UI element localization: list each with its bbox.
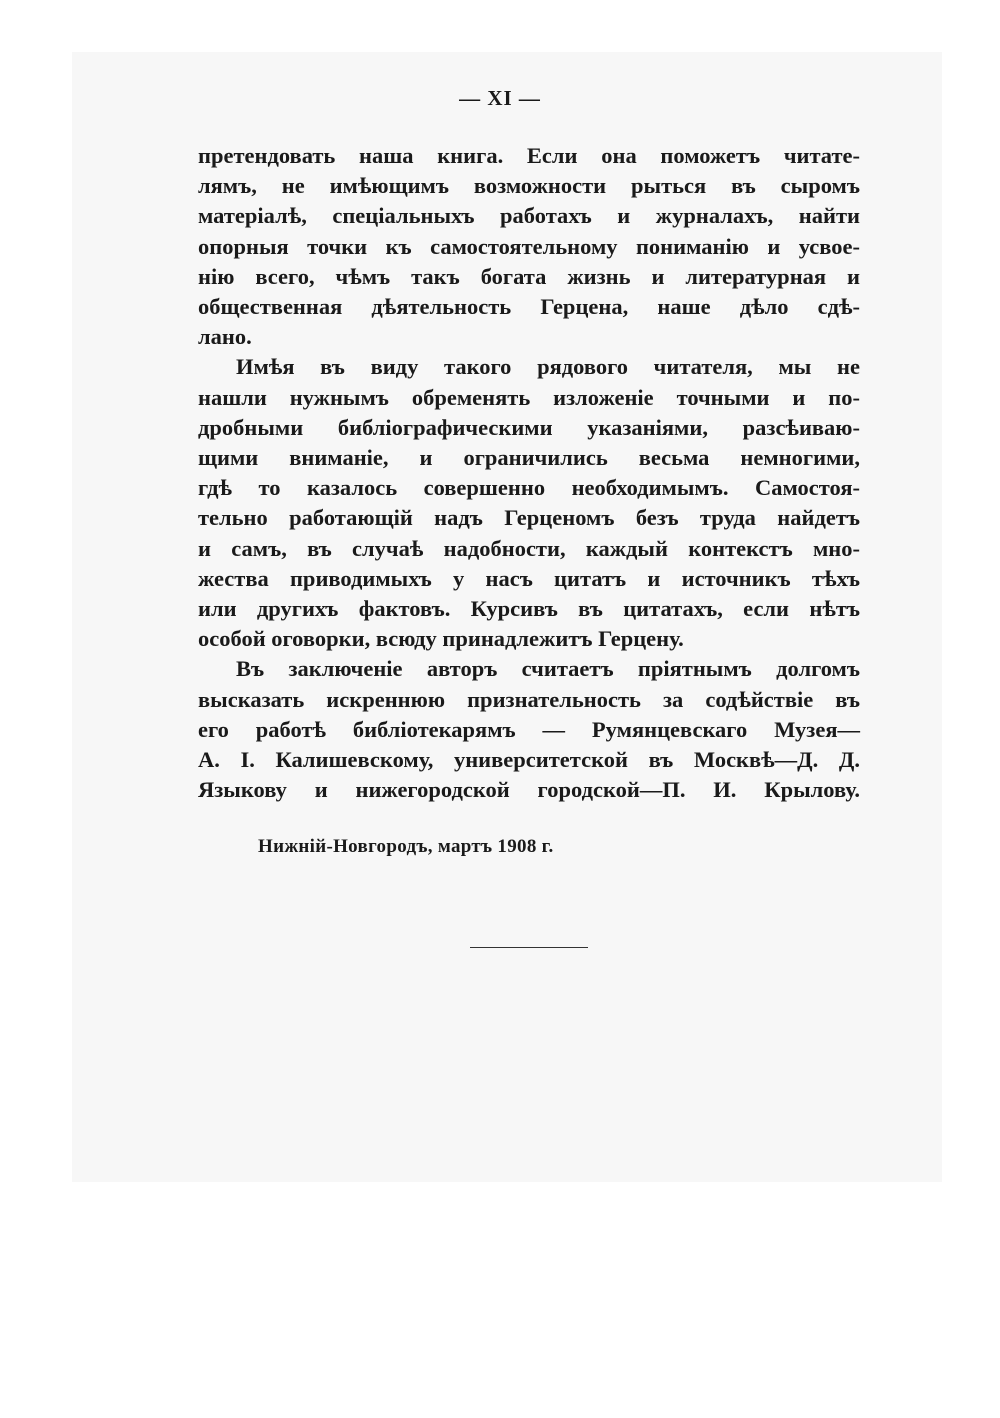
text-line: и самъ, въ случаѣ надобности, каждый контекстъ мно- xyxy=(198,535,860,561)
paragraph-1 xyxy=(198,141,860,352)
text-line: его работѣ библіотекарямъ — Румянцевскаго Музея— xyxy=(198,716,860,742)
text-line: претендовать наша книга. Если она поможетъ читате- xyxy=(198,143,860,168)
body-text xyxy=(198,141,860,805)
text-line: нію всего, чѣмъ такъ богата жизнь и литературная и xyxy=(198,263,860,289)
text-line: лано. xyxy=(198,324,252,350)
text-line: опорныя точки къ самостоятельному пониманію и усвое- xyxy=(198,233,860,259)
text-line: дробными библіографическими указаніями, разсѣиваю- xyxy=(198,414,860,440)
text-line: или другихъ фактовъ. Курсивъ въ цитатахъ, если нѣтъ xyxy=(198,596,860,622)
page-number: — XI — xyxy=(459,86,541,110)
text-line: Въ заключеніе авторъ считаетъ пріятнымъ долгомъ xyxy=(236,656,860,682)
text-line: А. І. Калишевскому, университетской въ Москвѣ—Д. Д. xyxy=(198,747,860,773)
text-line: жества приводимыхъ у насъ цитатъ и источникъ тѣхъ xyxy=(198,565,860,591)
text-line: щими вниманіе, и ограничились весьма немногими, xyxy=(198,445,860,471)
text-line: матеріалѣ, спеціальныхъ работахъ и журналахъ, найти xyxy=(198,203,860,229)
text-line: высказать искреннюю признательность за содѣйствіе въ xyxy=(198,686,860,712)
text-line: общественная дѣятельность Герцена, наше дѣло сдѣ- xyxy=(198,294,860,320)
text-line: Имѣя въ виду такого рядового читателя, мы не xyxy=(236,354,860,380)
place-date-signature: Нижній-Новгородъ, мартъ 1908 г. xyxy=(258,836,554,857)
text-line: тельно работающій надъ Герценомъ безъ труда найдетъ xyxy=(198,505,860,531)
text-line: особой оговорки, всюду принадлежитъ Герцену. xyxy=(198,626,684,652)
section-divider xyxy=(470,947,588,948)
paragraph-2 xyxy=(198,352,860,654)
text-line: нашли нужнымъ обременять изложеніе точными и по- xyxy=(198,384,860,410)
text-line: гдѣ то казалось совершенно необходимымъ. Самостоя- xyxy=(198,475,860,501)
text-line: лямъ, не имѣющимъ возможности рыться въ сыромъ xyxy=(198,173,860,199)
text-line: Языкову и нижегородской городской—П. И. Крылову. xyxy=(198,777,860,803)
paragraph-3 xyxy=(198,654,860,805)
